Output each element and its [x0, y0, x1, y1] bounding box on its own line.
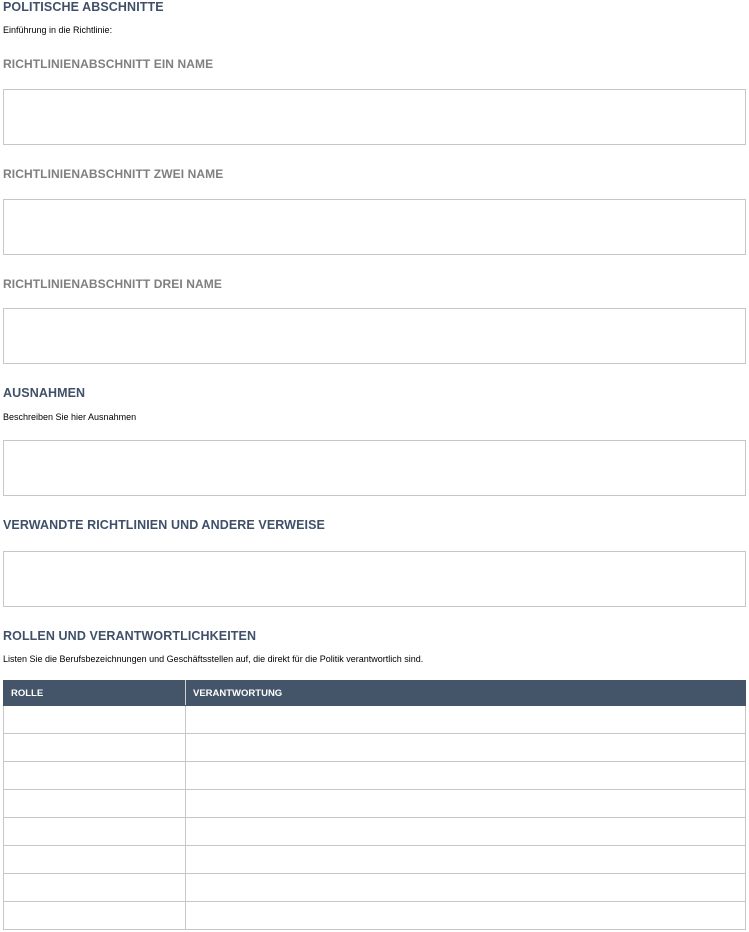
section-three-heading: RICHTLINIENABSCHNITT DREI NAME: [3, 277, 222, 291]
responsibility-cell[interactable]: [186, 874, 746, 902]
responsibility-cell[interactable]: [186, 762, 746, 790]
roles-table-header-row: [4, 681, 746, 706]
responsibility-cell[interactable]: [186, 846, 746, 874]
section-one-textbox[interactable]: [3, 89, 746, 145]
table-row: [4, 790, 746, 818]
responsibility-cell[interactable]: [186, 734, 746, 762]
role-cell[interactable]: [4, 818, 186, 846]
section-two-textbox[interactable]: [3, 199, 746, 255]
role-cell[interactable]: [4, 902, 186, 930]
responsibility-cell[interactable]: [186, 790, 746, 818]
related-policies-title: VERWANDTE RICHTLINIEN UND ANDERE VERWEISE: [3, 518, 325, 532]
role-cell[interactable]: [4, 790, 186, 818]
roles-title: ROLLEN UND VERANTWORTLICHKEITEN: [3, 629, 257, 643]
policy-intro-text: Einführung in die Richtlinie:: [3, 25, 113, 35]
responsibility-cell[interactable]: [186, 706, 746, 734]
policy-sections-title: POLITISCHE ABSCHNITTE: [3, 0, 164, 14]
section-one-heading: RICHTLINIENABSCHNITT EIN NAME: [3, 57, 214, 71]
related-policies-textbox[interactable]: [3, 551, 746, 607]
table-row: [4, 762, 746, 790]
exceptions-hint: Beschreiben Sie hier Ausnahmen: [3, 412, 137, 422]
table-row: [4, 706, 746, 734]
table-row: [4, 874, 746, 902]
column-header-role: ROLLE: [4, 681, 186, 706]
exceptions-textbox[interactable]: [3, 440, 746, 496]
role-cell[interactable]: [4, 874, 186, 902]
role-cell[interactable]: [4, 734, 186, 762]
roles-table: [3, 680, 746, 930]
roles-hint: Listen Sie die Berufsbezeichnungen und Geschäftsstellen auf, die direkt für die Politik verantwortlich sind.: [3, 654, 424, 664]
role-cell[interactable]: [4, 706, 186, 734]
responsibility-cell[interactable]: [186, 902, 746, 930]
table-row: [4, 818, 746, 846]
section-three-textbox[interactable]: [3, 308, 746, 364]
role-cell[interactable]: [4, 762, 186, 790]
table-row: [4, 846, 746, 874]
column-header-responsibility: VERANTWORTUNG: [186, 681, 746, 706]
table-row: [4, 902, 746, 930]
responsibility-cell[interactable]: [186, 818, 746, 846]
section-two-heading: RICHTLINIENABSCHNITT ZWEI NAME: [3, 167, 224, 181]
role-cell[interactable]: [4, 846, 186, 874]
exceptions-title: AUSNAHMEN: [3, 386, 86, 400]
table-row: [4, 734, 746, 762]
